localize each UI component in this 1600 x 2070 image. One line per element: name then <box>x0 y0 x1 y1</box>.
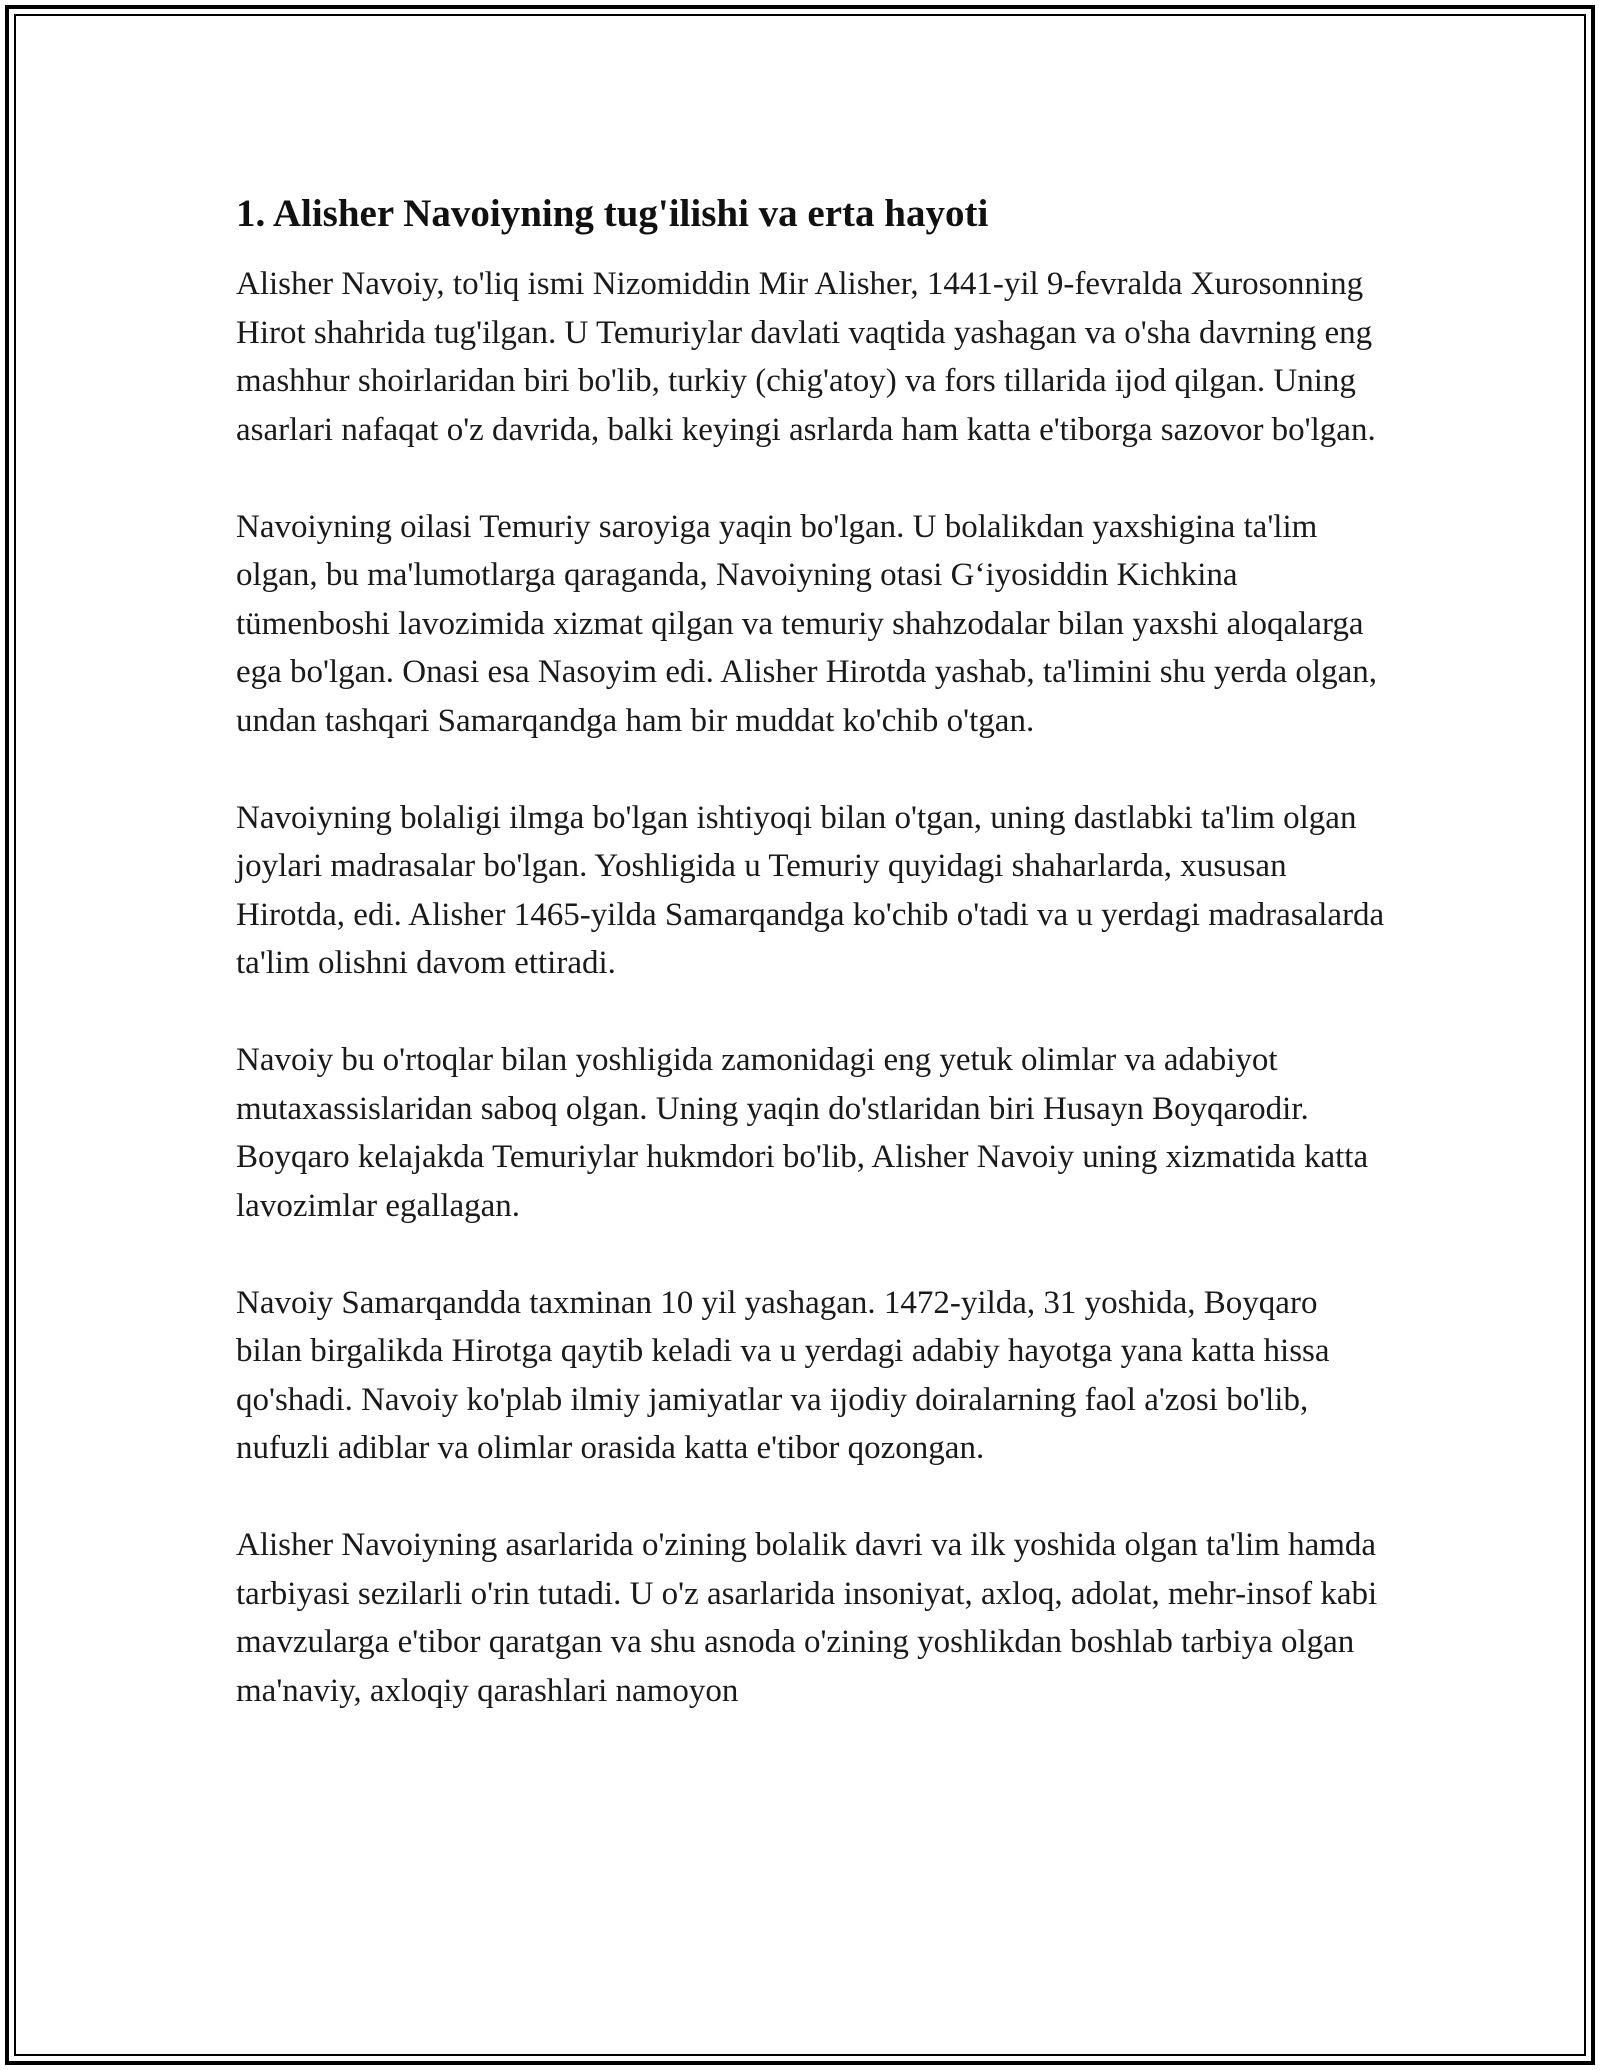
paragraph-1: Alisher Navoiy, to'liq ismi Nizomiddin Mir Alisher, 1441-yil 9-fevralda Xurosonning Hirot shahrida tug'ilgan. U Temuriylar davlati vaqtida yashagan va o'sha davrning eng mashhur shoirlaridan biri bo'lib, turkiy (chig'atoy) va fors tillarida ijod qilgan. Uning asarlari nafaqat o'z davrida, balki keyingi asrlarda ham katta e'tiborga sazovor bo'lgan. <box>236 266 1376 448</box>
paragraph-3: Navoiyning bolaligi ilmga bo'lgan ishtiyoqi bilan o'tgan, uning dastlabki ta'lim olgan joylari madrasalar bo'lgan. Yoshligida u Temuriy quyidagi shaharlarda, xususan Hirotda, edi. Alisher 1465-yilda Samarqandga ko'chib o'tadi va u yerdagi madrasalarda ta'lim olishni davom ettiradi. <box>236 799 1385 981</box>
paragraph-5: Navoiy Samarqandda taxminan 10 yil yashagan. 1472-yilda, 31 yoshida, Boyqaro bilan birgalikda Hirotga qaytib keladi va u yerdagi adabiy hayotga yana katta hissa qo'shadi. Navoiy ko'plab ilmiy jamiyatlar va ijodiy doiralarning faol a'zosi bo'lib, nufuzli adiblar va olimlar orasida katta e'tibor qozongan. <box>236 1284 1330 1466</box>
paragraph-4: Navoiy bu o'rtoqlar bilan yoshligida zamonidagi eng yetuk olimlar va adabiyot mutaxassislaridan saboq olgan. Uning yaqin do'stlaridan biri Husayn Boyqarodir. Boyqaro kelajakda Temuriylar hukmdori bo'lib, Alisher Navoiy uning xizmatida katta lavozimlar egallagan. <box>236 1042 1369 1224</box>
paragraph-6: Alisher Navoiyning asarlarida o'zining bolalik davri va ilk yoshida olgan ta'lim hamda tarbiyasi sezilarli o'rin tutadi. U o'z asarlarida insoniyat, axloq, adolat, mehr-insof kabi mavzularga e'tibor qaratgan va shu asnoda o'zining yoshlikdan boshlab tarbiya olgan ma'naviy, axloqiy qarashlari namoyon <box>236 1527 1378 1709</box>
section-heading: 1. Alisher Navoiyning tug'ilishi va erta hayoti <box>236 192 989 235</box>
document-body <box>236 186 1386 1764</box>
paragraph-2: Navoiyning oilasi Temuriy saroyiga yaqin bo'lgan. U bolalikdan yaxshigina ta'lim olgan, bu ma'lumotlarga qaraganda, Navoiyning otasi G‘iyosiddin Kichkina tümenboshi lavozimida xizmat qilgan va temuriy shahzodalar bilan yaxshi aloqalarga ega bo'lgan. Onasi esa Nasoyim edi. Alisher Hirotda yashab, ta'limini shu yerda olgan, undan tashqari Samarqandga ham bir muddat ko'chib o'tgan. <box>236 508 1377 739</box>
